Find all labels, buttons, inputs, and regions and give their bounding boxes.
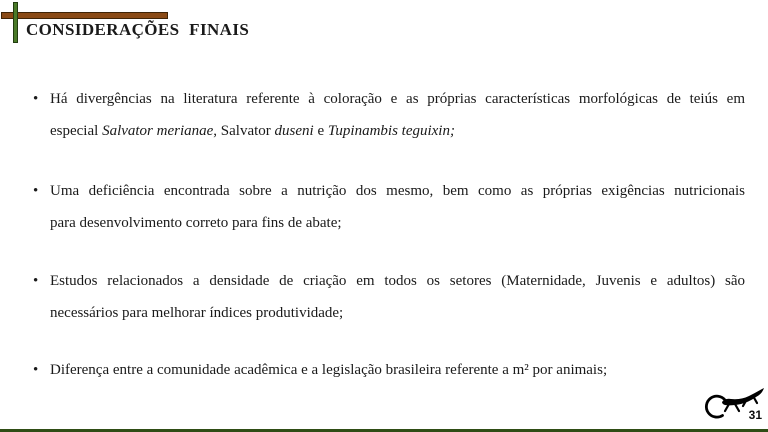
species-name-italic: Tupinambis teguixin; <box>327 123 455 139</box>
species-name-italic: Salvator merianae <box>102 123 214 139</box>
bullet-2-line-1: Uma deficiência encontrada sobre a nutrição dos mesmo, bem como as próprias exigências nutricionais <box>50 183 745 199</box>
title-brown-bar <box>1 12 168 19</box>
bullet-2-line-2: para desenvolvimento correto para fins de abate; <box>50 215 342 231</box>
bullet-4-line-1: Diferença entre a comunidade acadêmica e a legislação brasileira referente a m² por animais; <box>50 362 608 378</box>
species-text-normal: especial <box>50 123 103 139</box>
bullet-item-4 <box>30 354 745 386</box>
bullet-1-line-1: Há divergências na literatura referente à coloração e as próprias características morfológicas de teiús em <box>50 91 745 107</box>
species-text-normal: , Salvator <box>213 123 275 139</box>
bullet-item-1 <box>30 83 745 147</box>
bullet-item-3 <box>30 265 745 329</box>
page-number: 31 <box>748 408 762 422</box>
bullet-3-line-1: Estudos relacionados a densidade de criação em todos os setores (Maternidade, Juvenis e adultos) são <box>50 273 745 289</box>
bullet-marker: • <box>33 273 39 289</box>
bullet-marker: • <box>33 91 39 107</box>
bullet-3-line-2: necessários para melhorar índices produtividade; <box>50 305 344 321</box>
bullet-1-line-2 <box>50 115 745 147</box>
bullet-item-2 <box>30 175 745 239</box>
slide-title: CONSIDERAÇÕES FINAIS <box>26 20 250 39</box>
bullet-marker: • <box>33 362 39 378</box>
title-green-bar <box>13 2 18 43</box>
species-name-italic: duseni <box>274 123 314 139</box>
species-text-normal: e <box>313 123 328 139</box>
bullet-marker: • <box>33 183 39 199</box>
